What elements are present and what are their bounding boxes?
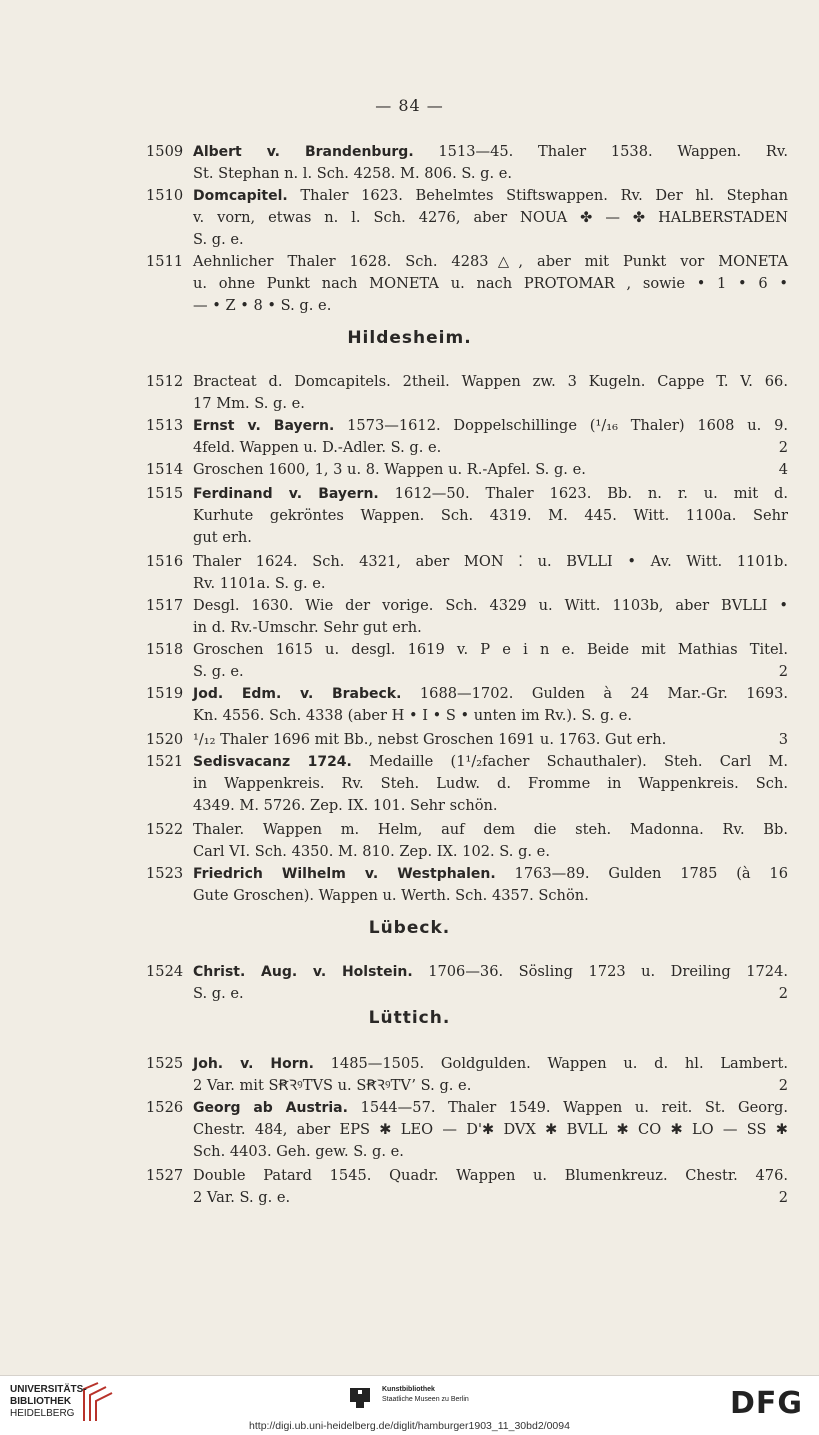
catalog-line xyxy=(0,371,819,393)
catalog-line xyxy=(0,885,819,907)
kunstbibliothek-label: Kunstbibliothek Staatliche Museen zu Berlin xyxy=(382,1386,469,1403)
catalog-line xyxy=(0,661,819,683)
lot-text: Kurhute gekröntes Wappen. Sch. 4319. M. 445. Witt. 1100a. Sehr xyxy=(193,507,788,524)
section-heading: Hildesheim. xyxy=(347,328,472,348)
catalog-line xyxy=(0,1119,819,1141)
catalog-line xyxy=(0,573,819,595)
catalog-line xyxy=(0,437,819,459)
lot-description xyxy=(193,773,788,795)
lot-description xyxy=(193,573,788,595)
catalog-line xyxy=(0,617,819,639)
catalog-line xyxy=(0,841,819,863)
lot-text: — • Z • 8 • S. g. e. xyxy=(193,297,332,314)
lot-text: 1573—1612. Doppelschillinge (¹/₁₆ Thaler) 1608 u. 9. xyxy=(347,417,788,434)
catalog-line xyxy=(0,983,819,1005)
lot-description xyxy=(193,273,788,295)
footer-bar xyxy=(0,1375,819,1435)
catalog-line xyxy=(0,505,819,527)
lot-text: Aehnlicher Thaler 1628. Sch. 4283△, aber mit Punkt vor MONETA xyxy=(193,253,788,270)
lot-description xyxy=(193,1053,788,1075)
lot-title: Joh. v. Horn. xyxy=(193,1056,314,1072)
catalog-line xyxy=(0,1165,819,1187)
lot-text: 17 Mm. S. g. e. xyxy=(193,395,305,412)
lot-text: Bracteat d. Domcapitels. 2theil. Wappen zw. 3 Kugeln. Cappe T. V. 66. xyxy=(193,373,788,390)
lot-title: Sedisvacanz 1724. xyxy=(193,754,352,770)
section-heading: Lüttich. xyxy=(368,1008,451,1028)
lot-description xyxy=(193,863,788,885)
dfg-logo: DFG xyxy=(730,1386,804,1421)
catalog-line xyxy=(0,185,819,207)
lot-text: v. vorn, etwas n. l. Sch. 4276, aber NOUA ✤ — ✤ HALBERSTADEN xyxy=(193,209,788,226)
lot-text: St. Stephan n. l. Sch. 4258. M. 806. S. g. e. xyxy=(193,165,513,182)
lot-description xyxy=(193,185,788,207)
lot-text: 4349. M. 5726. Zep. IX. 101. Sehr schön. xyxy=(193,797,498,814)
lot-number: 1522 xyxy=(146,821,184,838)
section-heading: Lübeck. xyxy=(368,918,451,938)
lot-text: 1485—1505. Goldgulden. Wappen u. d. hl. Lambert. xyxy=(330,1055,789,1072)
lot-description xyxy=(193,795,788,817)
lot-text: Medaille (1¹/₂facher Schauthaler). Steh. Carl M. xyxy=(369,753,789,770)
lot-price: 3 xyxy=(778,731,788,748)
lot-number: 1514 xyxy=(146,461,184,478)
lot-description xyxy=(193,295,788,317)
lot-description xyxy=(193,1119,788,1141)
lot-title: Domcapitel. xyxy=(193,188,288,204)
lot-description xyxy=(193,639,788,661)
lot-price: 2 xyxy=(778,663,788,680)
lot-number: 1524 xyxy=(146,963,184,980)
lot-number: 1515 xyxy=(146,485,184,502)
lot-description xyxy=(193,841,788,863)
lot-description xyxy=(193,1075,759,1097)
lot-price: 2 xyxy=(778,985,788,1002)
catalog-line xyxy=(0,459,819,481)
lot-text: 1688—1702. Gulden à 24 Mar.-Gr. 1693. xyxy=(419,685,788,702)
lot-description xyxy=(193,551,788,573)
lot-description xyxy=(193,661,759,683)
lot-number: 1525 xyxy=(146,1055,184,1072)
lot-description xyxy=(193,983,759,1005)
lot-text: Kn. 4556. Sch. 4338 (aber H • I • S • unten im Rv.). S. g. e. xyxy=(193,707,633,724)
lot-text: 1706—36. Sösling 1723 u. Dreiling 1724. xyxy=(428,963,789,980)
lot-description xyxy=(193,371,788,393)
lot-description xyxy=(193,1165,788,1187)
catalog-line xyxy=(0,251,819,273)
lot-description xyxy=(193,393,788,415)
catalog-line xyxy=(0,1075,819,1097)
lot-price: 4 xyxy=(778,461,788,478)
lot-description xyxy=(193,961,788,983)
lot-number: 1518 xyxy=(146,641,184,658)
lot-text: Chestr. 484, aber EPS ✱ LEO — D'✱ DVX ✱ BVLL ✱ CO ✱ LO — SS ✱ xyxy=(193,1121,788,1138)
lot-description xyxy=(193,617,788,639)
catalog-line xyxy=(0,819,819,841)
university-library-name: UNIVERSITÄTS- BIBLIOTHEK HEIDELBERG xyxy=(10,1384,87,1419)
catalog-line xyxy=(0,527,819,549)
catalog-line xyxy=(0,1141,819,1163)
lot-description xyxy=(193,819,788,841)
lot-number: 1517 xyxy=(146,597,184,614)
lot-description xyxy=(193,483,788,505)
lot-text: gut erh. xyxy=(193,529,252,546)
lot-description xyxy=(193,751,788,773)
lot-number: 1527 xyxy=(146,1167,184,1184)
catalog-line xyxy=(0,961,819,983)
lot-text: u. ohne Punkt nach MONETA u. nach PROTOMAR , sowie • 1 • 6 • xyxy=(193,275,788,292)
catalog-line xyxy=(0,163,819,185)
catalog-line xyxy=(0,683,819,705)
lot-title: Jod. Edm. v. Brabeck. xyxy=(193,686,402,702)
lot-number: 1513 xyxy=(146,417,184,434)
lot-text: Rv. 1101a. S. g. e. xyxy=(193,575,326,592)
lot-text: 1544—57. Thaler 1549. Wappen u. reit. St. Georg. xyxy=(360,1099,789,1116)
catalog-line xyxy=(0,1097,819,1119)
lot-title: Ferdinand v. Bayern. xyxy=(193,486,379,502)
lot-text: 2 Var. S. g. e. xyxy=(193,1189,291,1206)
lot-text: Thaler 1624. Sch. 4321, aber MON ⁚ u. BVLLI • Av. Witt. 1101b. xyxy=(193,553,788,570)
lot-text: 4feld. Wappen u. D.-Adler. S. g. e. xyxy=(193,439,442,456)
lot-text: S. g. e. xyxy=(193,985,244,1002)
lot-text: 2 Var. mit SꞦꝚꝰTVS u. SꞦꝚꝰTV’ S. g. e. xyxy=(193,1077,472,1094)
lot-title: Christ. Aug. v. Holstein. xyxy=(193,964,413,980)
source-url[interactable]: http://digi.ub.uni-heidelberg.de/diglit/hamburger1903_11_30bd2/0094 xyxy=(249,1420,570,1432)
lot-number: 1511 xyxy=(146,253,184,270)
lot-description xyxy=(193,595,788,617)
lot-number: 1512 xyxy=(146,373,184,390)
lot-title: Georg ab Austria. xyxy=(193,1100,348,1116)
lot-description xyxy=(193,505,788,527)
lot-text: 1513—45. Thaler 1538. Wappen. Rv. xyxy=(438,143,788,160)
lot-description xyxy=(193,163,788,185)
lot-description xyxy=(193,229,788,251)
lot-text: Groschen 1615 u. desgl. 1619 v. P e i n e. Beide mit Mathias Titel. xyxy=(193,641,788,658)
lot-text: Desgl. 1630. Wie der vorige. Sch. 4329 u. Witt. 1103b, aber BVLLI • xyxy=(193,597,788,614)
kunstbibliothek-logo-icon xyxy=(348,1386,372,1410)
lot-number: 1510 xyxy=(146,187,184,204)
lot-number: 1520 xyxy=(146,731,184,748)
lot-description xyxy=(193,459,759,481)
catalog-line xyxy=(0,1053,819,1075)
lot-description xyxy=(193,437,759,459)
lot-text: Sch. 4403. Geh. gew. S. g. e. xyxy=(193,1143,404,1160)
lot-title: Albert v. Brandenburg. xyxy=(193,144,414,160)
catalog-line xyxy=(0,863,819,885)
lot-number: 1526 xyxy=(146,1099,184,1116)
lot-description xyxy=(193,1097,788,1119)
lot-price: 2 xyxy=(778,1077,788,1094)
lot-description xyxy=(193,141,788,163)
catalog-line xyxy=(0,483,819,505)
lot-description xyxy=(193,683,788,705)
catalog-line xyxy=(0,729,819,751)
lot-title: Friedrich Wilhelm v. Westphalen. xyxy=(193,866,496,882)
lot-text: in Wappenkreis. Rv. Steh. Ludw. d. Fromme in Wappenkreis. Sch. xyxy=(193,775,788,792)
catalog-line xyxy=(0,751,819,773)
lot-description xyxy=(193,705,788,727)
catalog-line xyxy=(0,141,819,163)
lot-text: 1763—89. Gulden 1785 (à 16 xyxy=(514,865,788,882)
catalog-line xyxy=(0,773,819,795)
catalog-line xyxy=(0,273,819,295)
lot-text: S. g. e. xyxy=(193,663,244,680)
lot-text: Gute Groschen). Wappen u. Werth. Sch. 4357. Schön. xyxy=(193,887,589,904)
lot-price: 2 xyxy=(778,1189,788,1206)
lot-number: 1521 xyxy=(146,753,184,770)
lot-number: 1523 xyxy=(146,865,184,882)
catalog-line xyxy=(0,551,819,573)
lot-text: Groschen 1600, 1, 3 u. 8. Wappen u. R.-Apfel. S. g. e. xyxy=(193,461,586,478)
catalog-line xyxy=(0,795,819,817)
lot-text: Thaler. Wappen m. Helm, auf dem die steh. Madonna. Rv. Bb. xyxy=(193,821,788,838)
catalog-line xyxy=(0,639,819,661)
lot-number: 1519 xyxy=(146,685,184,702)
lot-description xyxy=(193,527,788,549)
lot-text: Carl VI. Sch. 4350. M. 810. Zep. IX. 102. S. g. e. xyxy=(193,843,550,860)
catalog-line xyxy=(0,229,819,251)
catalog-line xyxy=(0,595,819,617)
catalog-line xyxy=(0,393,819,415)
lot-text: ¹/₁₂ Thaler 1696 mit Bb., nebst Groschen 1691 u. 1763. Gut erh. xyxy=(193,731,667,748)
catalog-line xyxy=(0,295,819,317)
lot-text: in d. Rv.-Umschr. Sehr gut erh. xyxy=(193,619,422,636)
lot-description xyxy=(193,415,788,437)
lot-price: 2 xyxy=(778,439,788,456)
lot-description xyxy=(193,1187,759,1209)
lot-description xyxy=(193,251,788,273)
lot-text: S. g. e. xyxy=(193,231,244,248)
catalog-line xyxy=(0,415,819,437)
lot-description xyxy=(193,207,788,229)
page-number: — 84 — xyxy=(375,96,444,115)
lot-number: 1509 xyxy=(146,143,184,160)
lot-text: 1612—50. Thaler 1623. Bb. n. r. u. mit d. xyxy=(394,485,788,502)
lot-description xyxy=(193,885,788,907)
catalog-line xyxy=(0,705,819,727)
lot-description xyxy=(193,1141,788,1163)
lot-title: Ernst v. Bayern. xyxy=(193,418,335,434)
lot-text: Double Patard 1545. Quadr. Wappen u. Blumenkreuz. Chestr. 476. xyxy=(193,1167,788,1184)
lot-text: Thaler 1623. Behelmtes Stiftswappen. Rv. Der hl. Stephan xyxy=(300,187,789,204)
catalog-line xyxy=(0,207,819,229)
lot-number: 1516 xyxy=(146,553,184,570)
catalog-line xyxy=(0,1187,819,1209)
lot-description xyxy=(193,729,759,751)
